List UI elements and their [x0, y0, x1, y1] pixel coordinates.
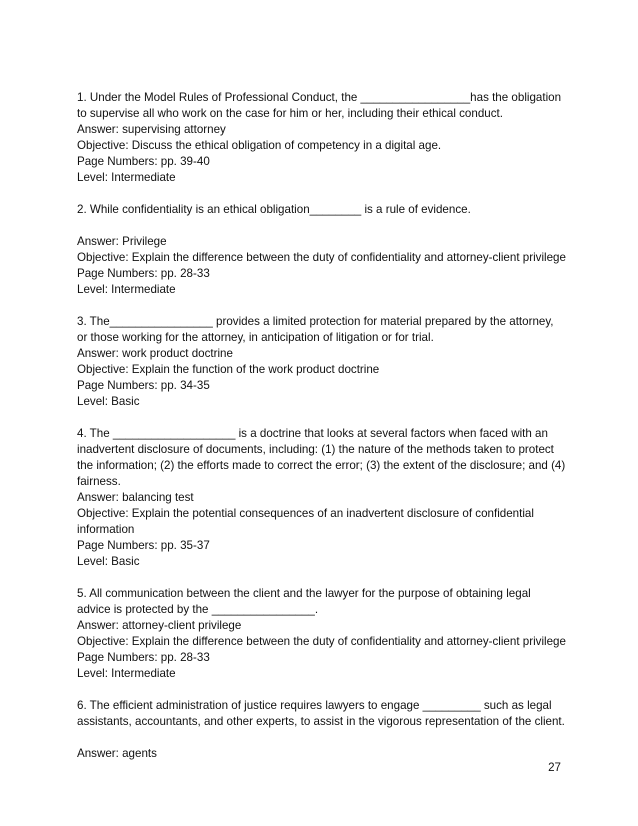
question-stem-line: the information; (2) the efforts made to correct the error; (3) the extent of the disclosure; and (4) [77, 459, 566, 472]
level-line: Level: Intermediate [77, 667, 176, 680]
question-stem-line: advice is protected by the ________________. [77, 603, 319, 616]
level-line: Level: Basic [77, 395, 140, 408]
question-separator [77, 682, 567, 698]
question-stem-line: fairness. [77, 475, 121, 488]
question-stem-line: to supervise all who work on the case for him or her, including their ethical conduct. [77, 107, 503, 120]
blank-line [77, 730, 567, 746]
blank-line [77, 218, 567, 234]
objective-line: information [77, 523, 135, 536]
page-numbers-line: Page Numbers: pp. 35-37 [77, 539, 210, 552]
question-stem-line: 4. The ___________________ is a doctrine that looks at several factors when faced with an [77, 427, 548, 440]
document-page [77, 90, 567, 762]
answer-line: Answer: attorney-client privilege [77, 619, 242, 632]
question-stem-line: 5. All communication between the client and the lawyer for the purpose of obtaining legal [77, 587, 531, 600]
question-separator [77, 186, 567, 202]
objective-line: Objective: Explain the difference between the duty of confidentiality and attorney-client privilege [77, 251, 566, 264]
objective-line: Objective: Explain the difference between the duty of confidentiality and attorney-client privilege [77, 635, 566, 648]
question-separator [77, 298, 567, 314]
objective-line: Objective: Explain the potential consequences of an inadvertent disclosure of confidential [77, 507, 534, 520]
question-stem-line: or those working for the attorney, in anticipation of litigation or for trial. [77, 331, 434, 344]
level-line: Level: Intermediate [77, 171, 176, 184]
objective-line: Objective: Explain the function of the work product doctrine [77, 363, 380, 376]
question-block [77, 698, 567, 762]
page-numbers-line: Page Numbers: pp. 28-33 [77, 267, 210, 280]
question-stem-line: assistants, accountants, and other experts, to assist in the vigorous representation of the client. [77, 715, 565, 728]
question-block [77, 202, 567, 298]
page-number: 27 [548, 761, 561, 774]
question-stem-line: inadvertent disclosure of documents, including: (1) the nature of the methods taken to protect [77, 443, 554, 456]
question-stem-line: 3. The________________ provides a limited protection for material prepared by the attorney, [77, 315, 554, 328]
question-stem-line: 2. While confidentiality is an ethical obligation________ is a rule of evidence. [77, 203, 471, 216]
question-block [77, 314, 567, 410]
answer-line: Answer: agents [77, 747, 157, 760]
question-block [77, 426, 567, 570]
level-line: Level: Basic [77, 555, 140, 568]
question-separator [77, 410, 567, 426]
objective-line: Objective: Discuss the ethical obligation of competency in a digital age. [77, 139, 442, 152]
page-numbers-line: Page Numbers: pp. 28-33 [77, 651, 210, 664]
answer-line: Answer: Privilege [77, 235, 167, 248]
answer-line: Answer: work product doctrine [77, 347, 233, 360]
level-line: Level: Intermediate [77, 283, 176, 296]
answer-line: Answer: supervising attorney [77, 123, 226, 136]
page-numbers-line: Page Numbers: pp. 39-40 [77, 155, 210, 168]
question-block [77, 90, 567, 186]
question-separator [77, 570, 567, 586]
question-stem-line: 6. The efficient administration of justice requires lawyers to engage _________ such as legal [77, 699, 552, 712]
question-block [77, 586, 567, 682]
page-numbers-line: Page Numbers: pp. 34-35 [77, 379, 210, 392]
answer-line: Answer: balancing test [77, 491, 194, 504]
question-stem-line: 1. Under the Model Rules of Professional Conduct, the _________________has the obligation [77, 91, 562, 104]
